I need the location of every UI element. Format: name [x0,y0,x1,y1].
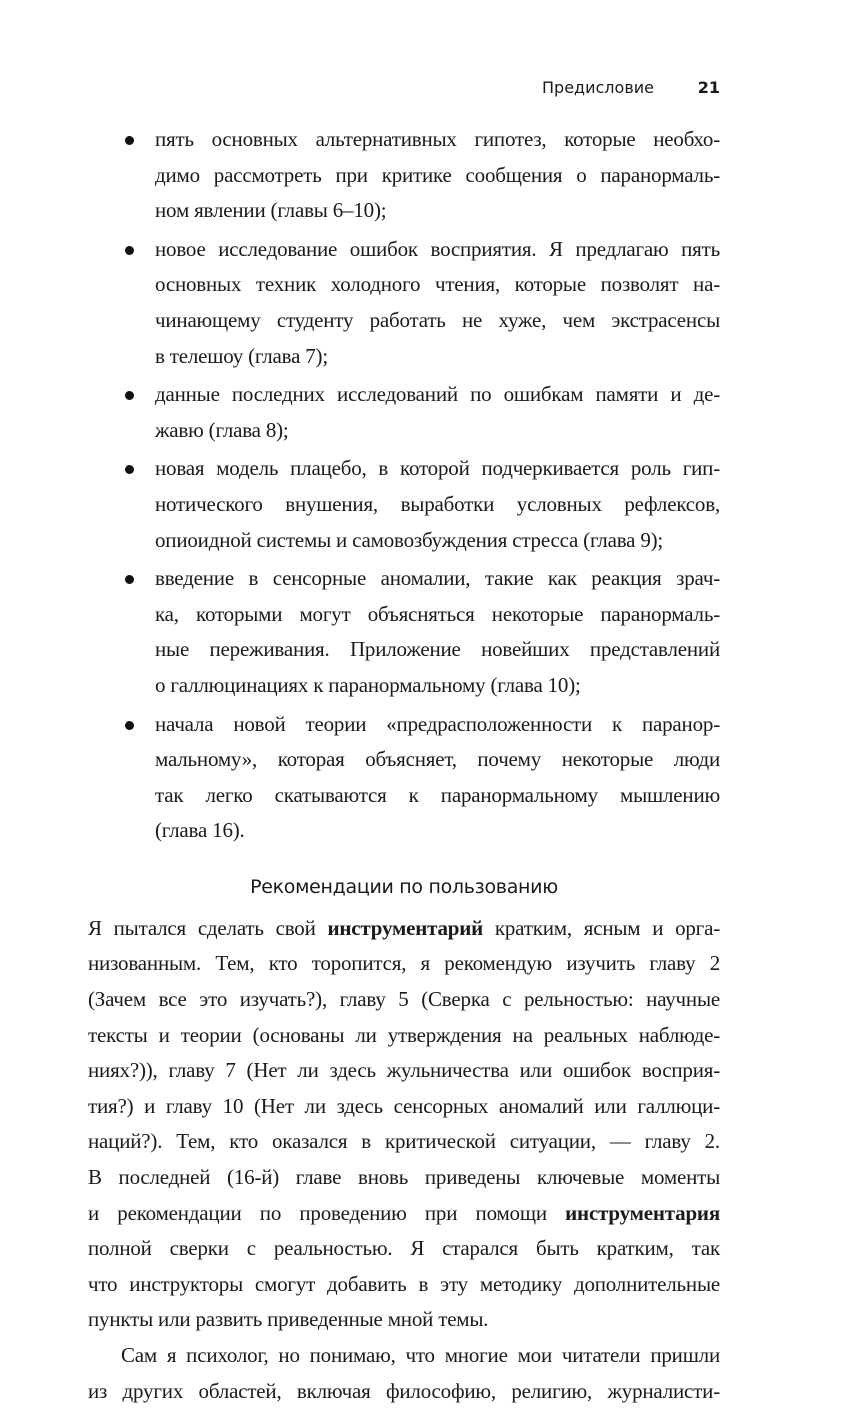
bullet-icon [125,246,134,255]
bullet-line: опиоидной системы и самовозбуждения стресса (глава 9); [155,527,664,552]
paragraph-line: что инструкторы смогут добавить в эту методику дополнительные [88,1271,720,1296]
bullet-line: (глава 16). [155,818,245,843]
bullet-line: нотического внушения, выработки условных рефлексов, [155,491,720,516]
bullet-icon [125,391,134,400]
bullet-icon [125,136,134,145]
paragraph-line [88,1196,720,1232]
paragraph-line: низованным. Тем, кто торопится, я рекомендую изучить главу 2 [88,951,720,976]
bullet-icon [125,721,134,730]
paragraph-line: В последней (16-й) главе вновь приведены ключевые моменты [88,1165,720,1190]
paragraph-2 [88,1338,720,1409]
running-head-title: Предисловие [542,78,654,97]
section-heading: Рекомендации по пользованию [250,875,558,898]
bullet-line: мальному», которая объясняет, почему некоторые люди [155,747,720,772]
bullet-list [88,122,720,849]
bullet-line: новое исследование ошибок восприятия. Я предлагаю пять [155,236,720,261]
bold-term: инструментарий [327,915,484,940]
bullet-line: ка, которыми могут объясняться некоторые паранормаль- [155,601,720,626]
page-number: 21 [697,78,720,97]
bullet-line: введение в сенсорные аномалии, такие как реакция зрач- [155,566,720,591]
bullet-item [88,122,720,229]
bullet-line: чинающему студенту работать не хуже, чем экстрасенсы [155,307,720,332]
paragraph-line: (Зачем все это изучать?), главу 5 (Сверка с рельностью: научные [88,987,720,1012]
bold-term: инструментария [565,1200,720,1225]
bullet-line: ные переживания. Приложение новейших представлений [155,637,720,662]
bullet-line: жавю (глава 8); [155,417,289,442]
paragraph-line [88,911,720,947]
paragraph-line: Сам я психолог, но понимаю, что многие мои читатели пришли [121,1343,720,1367]
bullet-line: в телешоу (глава 7); [155,343,328,368]
bullet-icon [125,575,134,584]
paragraph-line: тексты и теории (основаны ли утверждения на реальных наблюде- [88,1022,720,1047]
bullet-line: о галлюцинациях к паранормальному (глава 10); [155,672,581,697]
bullet-line: так легко скатываются к паранормальному мышлению [155,782,720,807]
bullet-line: ном явлении (главы 6–10); [155,198,387,223]
bullet-line: новая модель плацебо, в которой подчеркивается роль гип- [155,456,720,481]
text: и рекомендации по проведению при помощи [88,1200,566,1225]
bullet-line: димо рассмотреть при критике сообщения о паранормаль- [155,162,720,187]
bullet-icon [125,465,134,474]
paragraph-line: наций?). Тем, кто оказался в критической ситуации, — главу 2. [88,1129,720,1154]
bullet-line: пять основных альтернативных гипотез, которые необхо- [155,127,720,151]
bullet-item [88,232,720,374]
bullet-item [88,561,720,703]
bullet-item [88,707,720,849]
bullet-item [88,451,720,558]
text: Я пытался сделать свой [88,915,328,940]
bullet-line: данные последних исследований по ошибкам памяти и де- [155,382,720,407]
text: кратким, ясным и орга- [483,915,720,940]
bullet-line: начала новой теории «предрасположенности к паранор- [155,711,720,736]
paragraph-line: пункты или развить приведенные мной темы. [88,1307,489,1332]
paragraph-1 [88,911,720,1338]
bullet-line: основных техник холодного чтения, которые позволят на- [155,272,720,297]
paragraph-line: тия?) и главу 10 (Нет ли здесь сенсорных аномалий или галлюци- [88,1093,720,1118]
bullet-item [88,377,720,448]
paragraph-line: полной сверки с реальностью. Я старался быть кратким, так [88,1236,720,1261]
page-body [88,122,720,1409]
paragraph-line: ниях?)), главу 7 (Нет ли здесь жульничества или ошибок восприя- [88,1058,720,1083]
paragraph-line: из других областей, включая философию, религию, журналисти- [88,1378,720,1403]
